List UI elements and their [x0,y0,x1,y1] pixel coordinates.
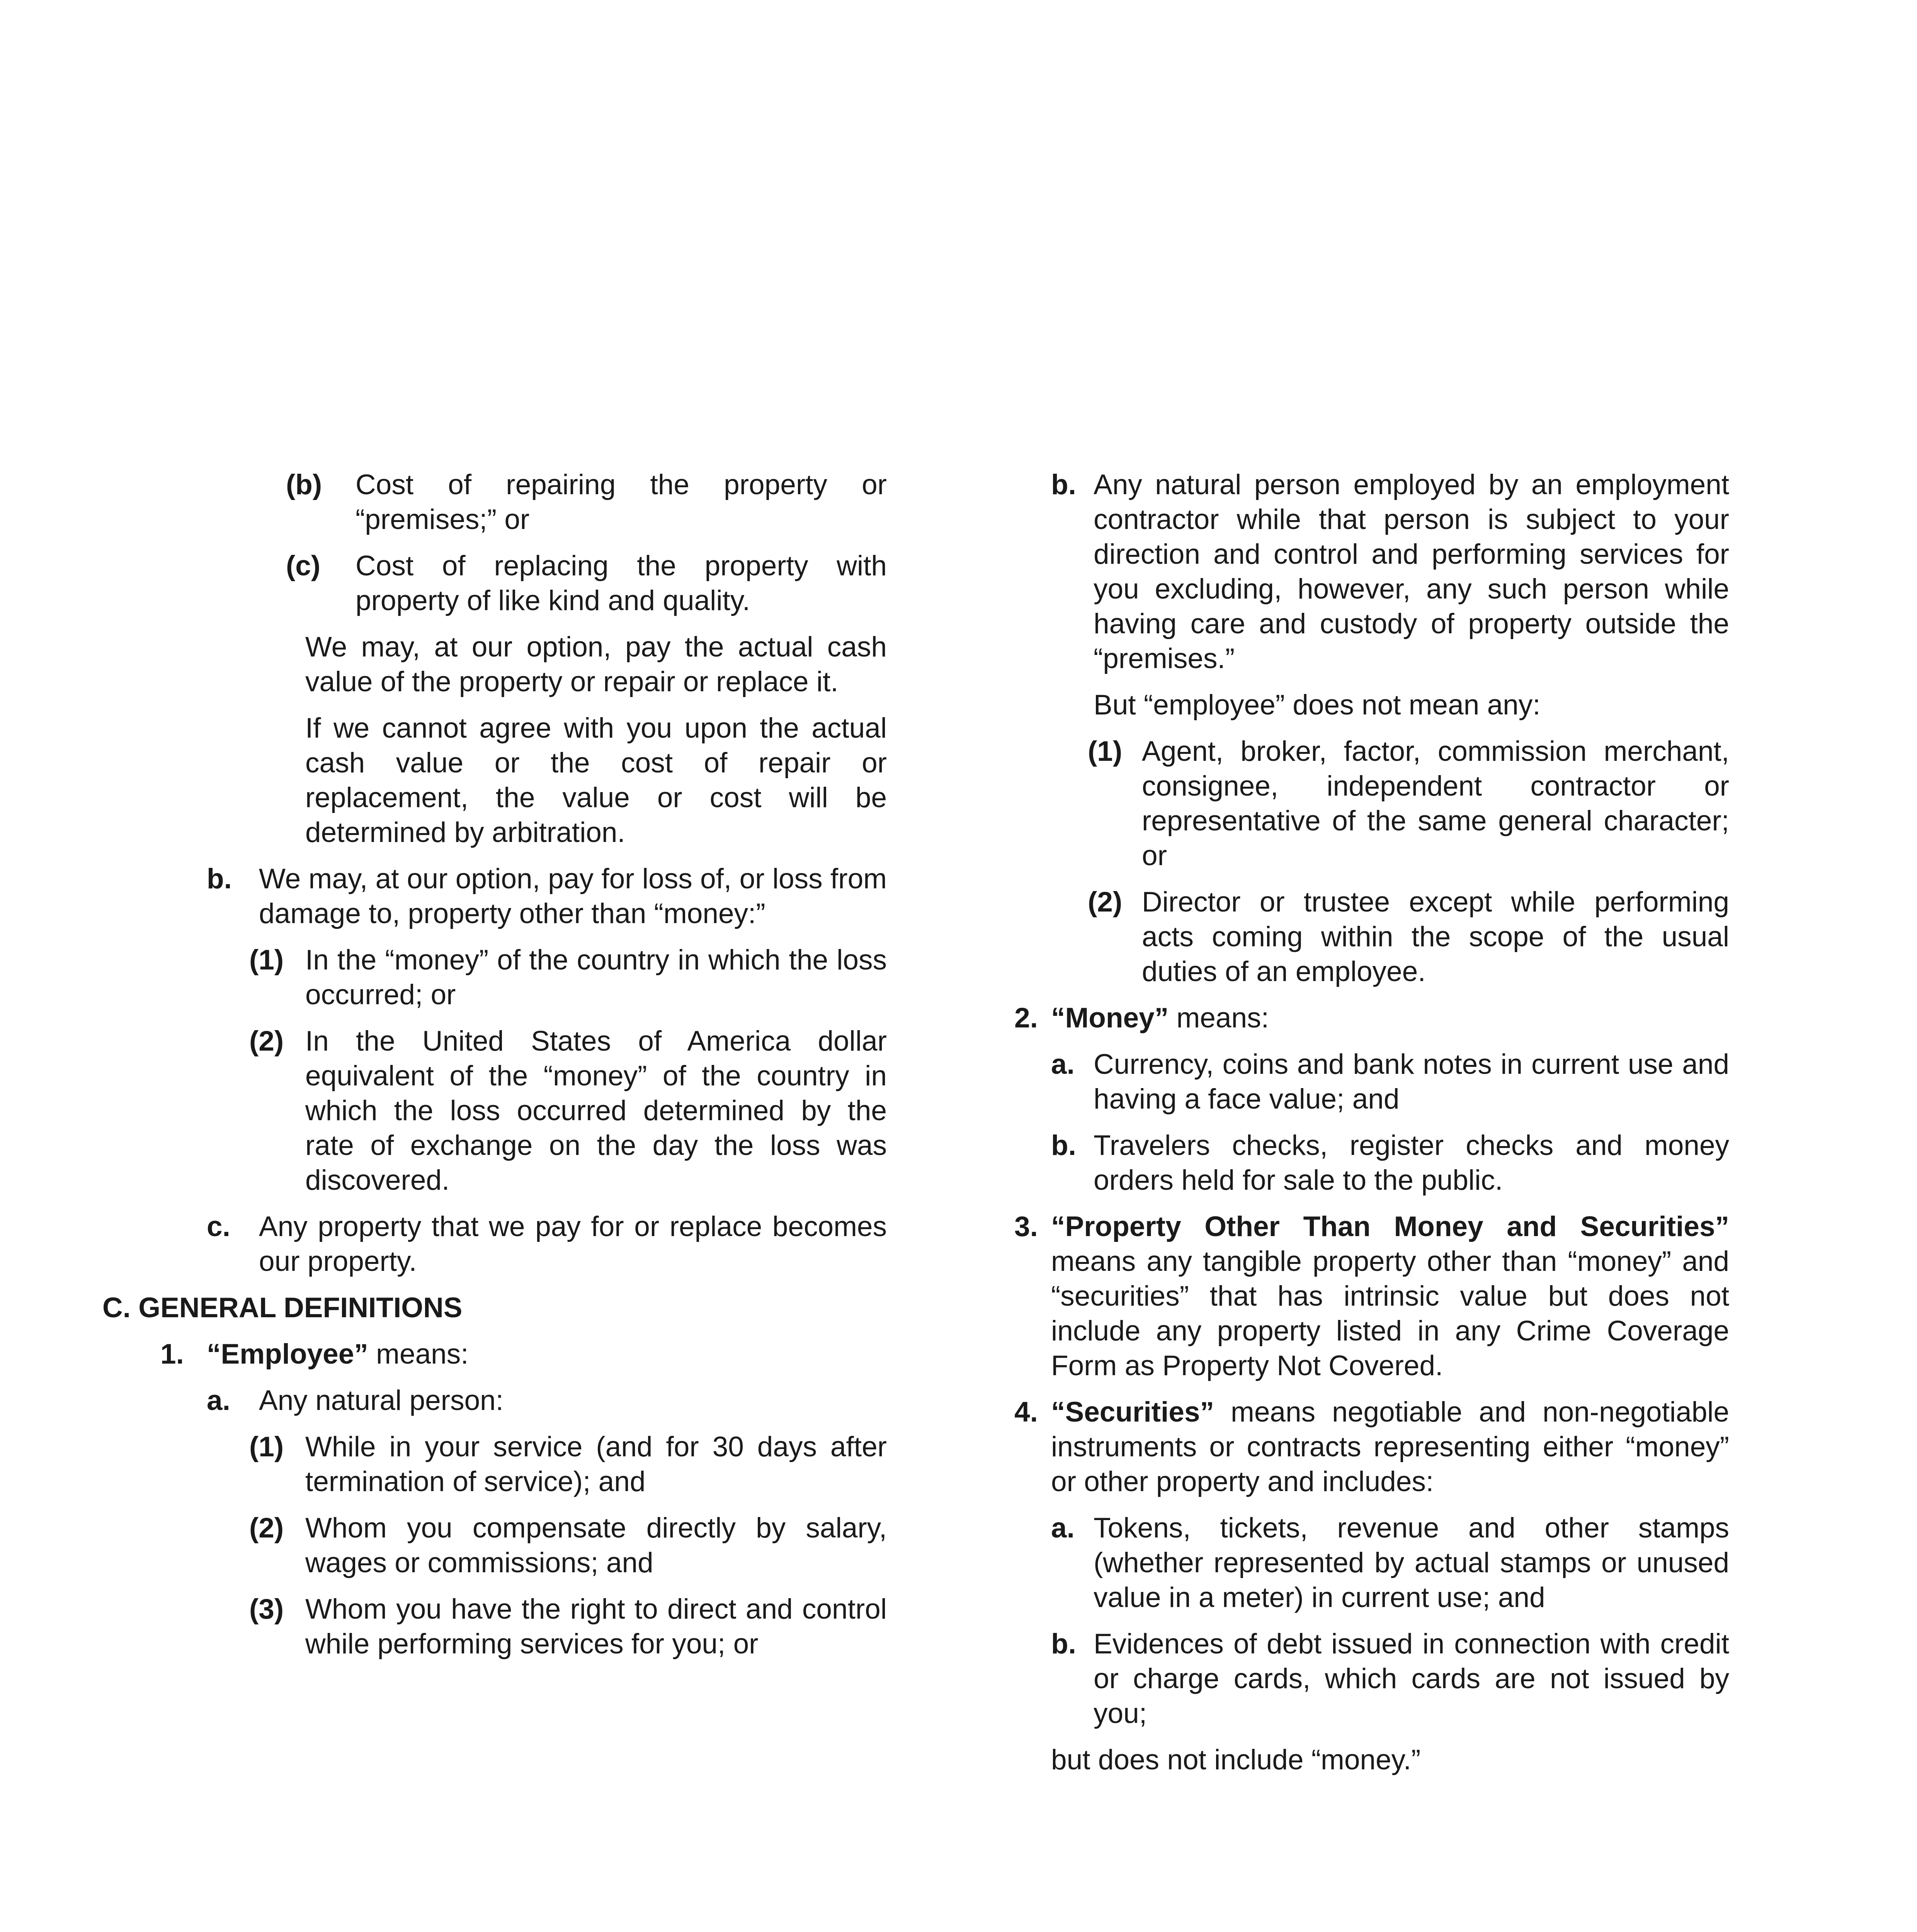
term-rest: means any tangible property other than “money” and “securities” that has intrinsic value but does not include any property listed in any Crime Coverage Form as Property Not Covered. [1051,1246,1729,1381]
item-text: In the United States of America dollar equivalent of the “money” of the country in which the loss occurred determined by the rate of exchange on the day the loss was discovered. [305,1026,887,1196]
definition-money [1014,1001,1729,1036]
term-property-other: “Property Other Than Money and Securities” [1051,1211,1729,1242]
item-marker: b. [1051,469,1076,500]
item-text: Cost of replacing the property with property of like kind and quality. [356,550,887,616]
item-marker: (c) [286,550,321,582]
item-marker: (2) [1088,886,1123,918]
list-item-employee-b-1 [1014,734,1729,873]
item-text: Any property that we pay for or replace becomes our property. [259,1211,887,1277]
arbitration-paragraph: If we cannot agree with you upon the actual cash value or the cost of repair or replacement, the value or cost will be determined by arbitration. [305,713,887,848]
item-marker: 4. [1014,1396,1038,1428]
list-item-securities-a [1014,1511,1729,1615]
securities-closing: but does not include “money.” [1051,1744,1421,1776]
term-rest: means: [368,1338,469,1370]
item-text: Travelers checks, register checks and money orders held for sale to the public. [1094,1130,1729,1196]
left-column [102,468,887,1673]
item-text: In the “money” of the country in which the loss occurred; or [305,944,887,1010]
list-item-employee-a-1 [102,1430,887,1499]
list-item-cost-replacing [102,549,887,618]
list-item-b-1 [102,943,887,1012]
item-marker: 2. [1014,1002,1038,1034]
list-item-employee-b-2 [1014,885,1729,989]
item-marker: a. [207,1385,230,1416]
list-item-employee-a-2 [102,1511,887,1580]
term-securities: “Securities” [1051,1396,1214,1428]
item-marker: (1) [1088,736,1123,767]
term-money: “Money” [1051,1002,1169,1034]
item-text: Whom you have the right to direct and control while performing services for you; or [305,1594,887,1660]
item-marker: 3. [1014,1211,1038,1242]
term-employee: “Employee” [207,1338,368,1370]
item-marker: (b) [286,469,322,500]
item-marker: a. [1051,1512,1075,1544]
item-marker: b. [207,863,232,895]
list-item-employee-a-3 [102,1592,887,1662]
item-text: Whom you compensate directly by salary, wages or commissions; and [305,1512,887,1578]
option-paragraph: We may, at our option, pay the actual cash value of the property or repair or replace it. [305,631,887,697]
item-marker: b. [1051,1628,1076,1660]
list-item-c [102,1209,887,1279]
item-text: Tokens, tickets, revenue and other stamps (whether represented by actual stamps or unused value in a meter) in current use; and [1094,1512,1729,1613]
section-heading-general-definitions: C. GENERAL DEFINITIONS [102,1292,463,1323]
item-marker: c. [207,1211,230,1242]
item-marker: (2) [249,1512,284,1544]
item-marker: (1) [249,1431,284,1463]
term-rest: means negotiable and non-negotiable instruments or contracts representing either “money” or other property and includes: [1051,1396,1729,1497]
definition-employee [102,1337,887,1372]
definition-property-other [1014,1209,1729,1383]
item-marker: (3) [249,1594,284,1625]
list-item-employee-b [1014,468,1729,676]
item-marker: a. [1051,1049,1075,1080]
right-column [1014,468,1729,1789]
item-text: While in your service (and for 30 days after termination of service); and [305,1431,887,1497]
item-text: Agent, broker, factor, commission merchant, consignee, independent contractor or representative of the same general character; or [1142,736,1729,871]
item-text: Cost of repairing the property or “premises;” or [356,469,887,535]
item-text: We may, at our option, pay for loss of, or loss from damage to, property other than “money:” [259,863,887,929]
item-text: Director or trustee except while performing acts coming within the scope of the usual duties of an employee. [1142,886,1729,987]
list-item-employee-a [102,1383,887,1418]
list-item-cost-repairing [102,468,887,537]
definition-securities [1014,1395,1729,1499]
list-item-money-b [1014,1128,1729,1198]
employee-exclusion-intro: But “employee” does not mean any: [1094,689,1541,721]
list-item-securities-b [1014,1627,1729,1731]
term-rest: means: [1169,1002,1269,1034]
item-marker: (1) [249,944,284,976]
item-text: Any natural person: [259,1385,504,1416]
list-item-b [102,862,887,931]
item-text: Evidences of debt issued in connection with credit or charge cards, which cards are not issued by you; [1094,1628,1729,1729]
item-text: Any natural person employed by an employment contractor while that person is subject to your direction and control and performing services for you excluding, however, any such person while having care and custody of property outside the “premises.” [1094,469,1729,674]
list-item-b-2 [102,1024,887,1198]
list-item-money-a [1014,1047,1729,1117]
item-marker: b. [1051,1130,1076,1161]
item-text: Currency, coins and bank notes in current use and having a face value; and [1094,1049,1729,1115]
item-marker: (2) [249,1026,284,1057]
item-marker: 1. [160,1338,184,1370]
